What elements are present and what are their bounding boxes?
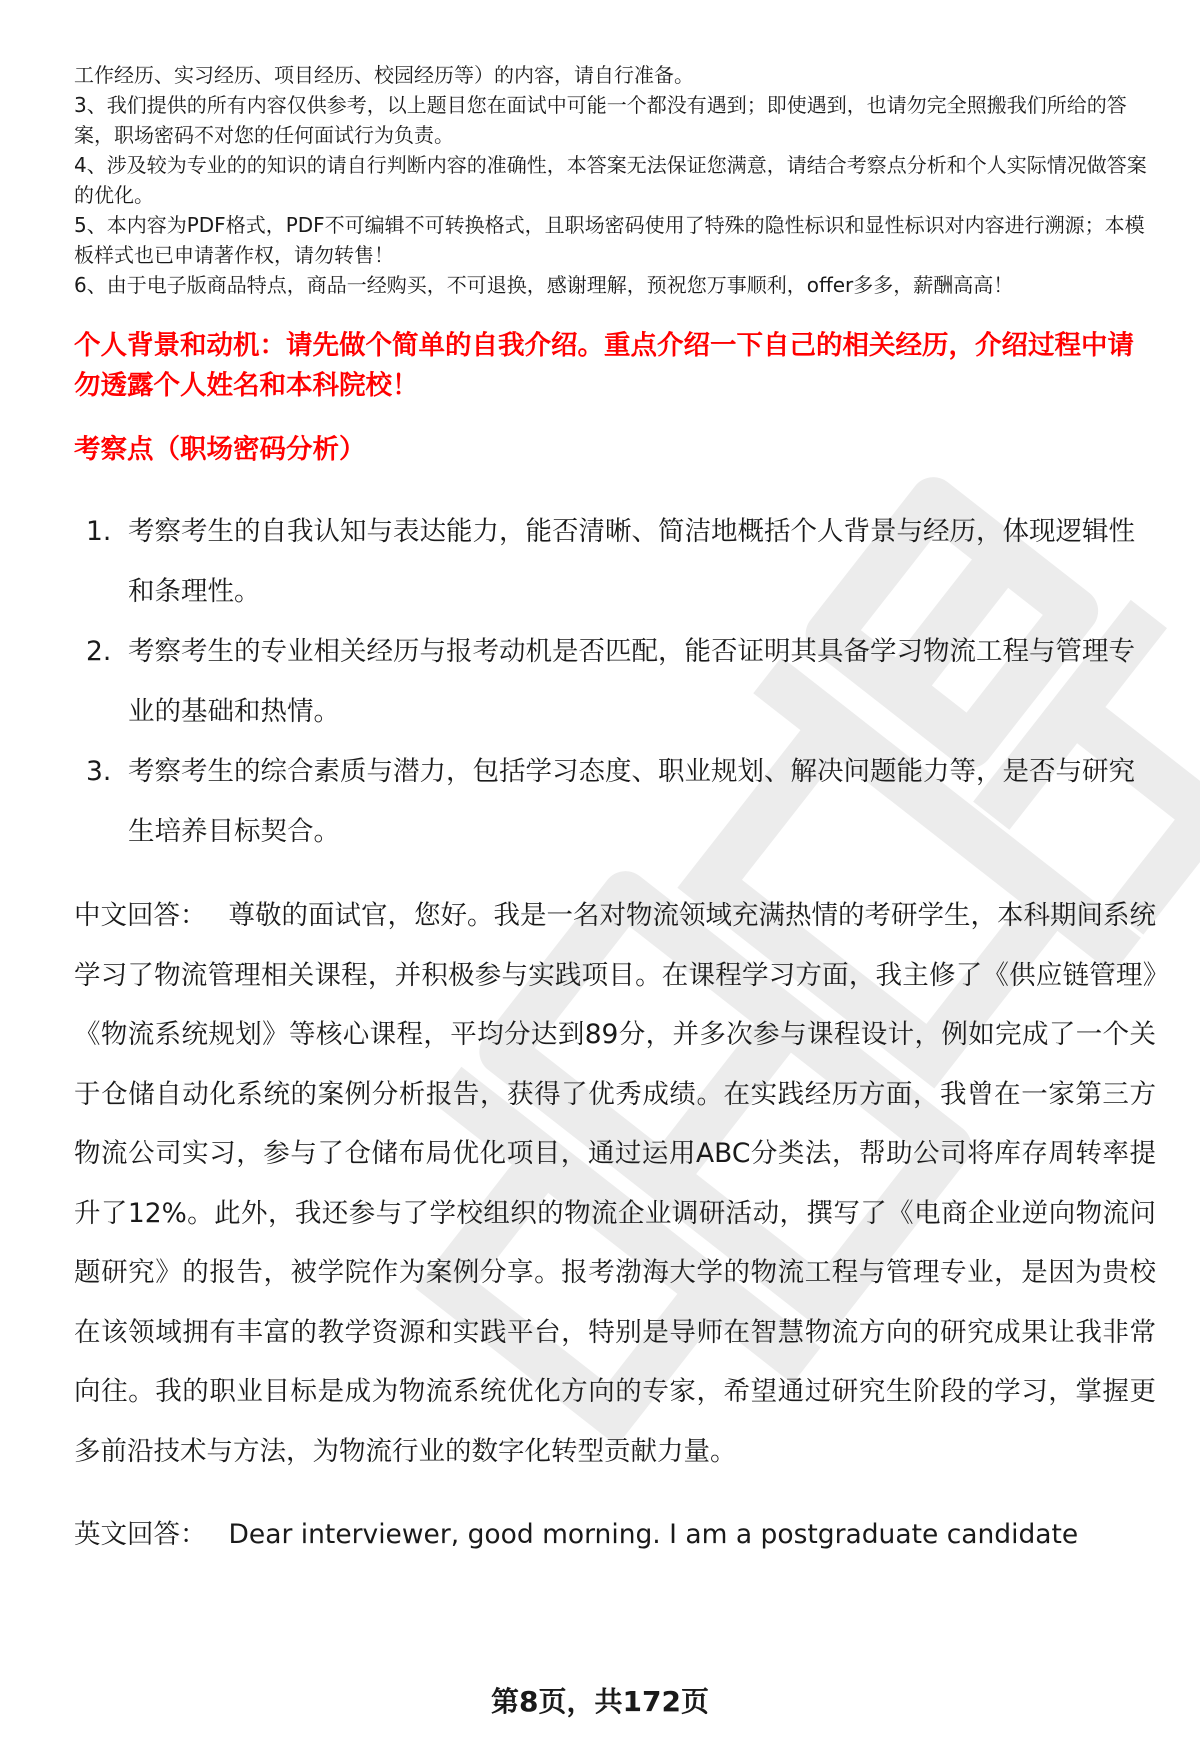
exam-points-list <box>74 502 1156 862</box>
list-number: 1. <box>86 516 112 547</box>
document-page <box>74 60 1156 1565</box>
list-text: 考察考生的专业相关经历与报考动机是否匹配，能否证明其具备学习物流工程与管理专业的基础和热情。 <box>128 636 1135 727</box>
list-text: 考察考生的自我认知与表达能力，能否清晰、简洁地概括个人背景与经历，体现逻辑性和条理性。 <box>128 516 1135 607</box>
note-line: 3、我们提供的所有内容仅供参考，以上题目您在面试中可能一个都没有遇到；即使遇到，也请勿完全照搬我们所给的答案，职场密码不对您的任何面试行为负责。 <box>74 93 1127 147</box>
list-number: 3. <box>86 756 112 787</box>
answer-english <box>74 1505 1156 1565</box>
answer-chinese-label: 中文回答： <box>74 900 207 931</box>
answer-english-text: Dear interviewer, good morning. I am a postgraduate candidate <box>228 1519 1079 1550</box>
note-line: 4、涉及较为专业的的知识的请自行判断内容的准确性，本答案无法保证您满意，请结合考察点分析和个人实际情况做答案的优化。 <box>74 153 1147 207</box>
note-line: 6、由于电子版商品特点，商品一经购买，不可退换，感谢理解，预祝您万事顺利，offer多多，薪酬高高！ <box>74 273 1014 297</box>
list-text: 考察考生的综合素质与潜力，包括学习态度、职业规划、解决问题能力等，是否与研究生培养目标契合。 <box>128 756 1135 847</box>
question-heading: 个人背景和动机：请先做个简单的自我介绍。重点介绍一下自己的相关经历，介绍过程中请勿透露个人姓名和本科院校！ <box>74 330 1134 401</box>
note-line: 5、本内容为PDF格式，PDF不可编辑不可转换格式，且职场密码使用了特殊的隐性标识和显性标识对内容进行溯源；本模板样式也已申请著作权，请勿转售！ <box>74 213 1145 267</box>
notes-section <box>74 60 1156 300</box>
note-line: 工作经历、实习经历、项目经历、校园经历等）的内容，请自行准备。 <box>74 63 694 87</box>
answer-chinese-text: 尊敬的面试官，您好。我是一名对物流领域充满热情的考研学生，本科期间系统学习了物流管理相关课程，并积极参与实践项目。在课程学习方面，我主修了《供应链管理》《物流系统规划》等核心课程，平均分达到89分，并多次参与课程设计，例如完成了一个关于仓储自动化系统的案例分析报告，获得了优秀成绩。在实践经历方面，我曾在一家第三方物流公司实习，参与了仓储布局优化项目，通过运用ABC分类法，帮助公司将库存周转率提升了12%。此外，我还参与了学校组织的物流企业调研活动，撰写了《电商企业逆向物流问题研究》的报告，被学院作为案例分享。报考渤海大学的物流工程与管理专业，是因为贵校在该领域拥有丰富的教学资源和实践平台，特别是导师在智慧物流方向的研究成果让我非常向往。我的职业目标是成为物流系统优化方向的专家，希望通过研究生阶段的学习，掌握更多前沿技术与方法，为物流行业的数字化转型贡献力量。 <box>74 900 1156 1467</box>
list-number: 2. <box>86 636 112 667</box>
page-number-footer: 第8页，共172页 <box>491 1685 709 1718</box>
list-item <box>74 622 1156 742</box>
answer-chinese <box>74 886 1156 1481</box>
answer-english-label: 英文回答： <box>74 1519 207 1550</box>
list-item <box>74 502 1156 622</box>
exam-points-title: 考察点（职场密码分析） <box>74 434 366 465</box>
list-item <box>74 742 1156 862</box>
